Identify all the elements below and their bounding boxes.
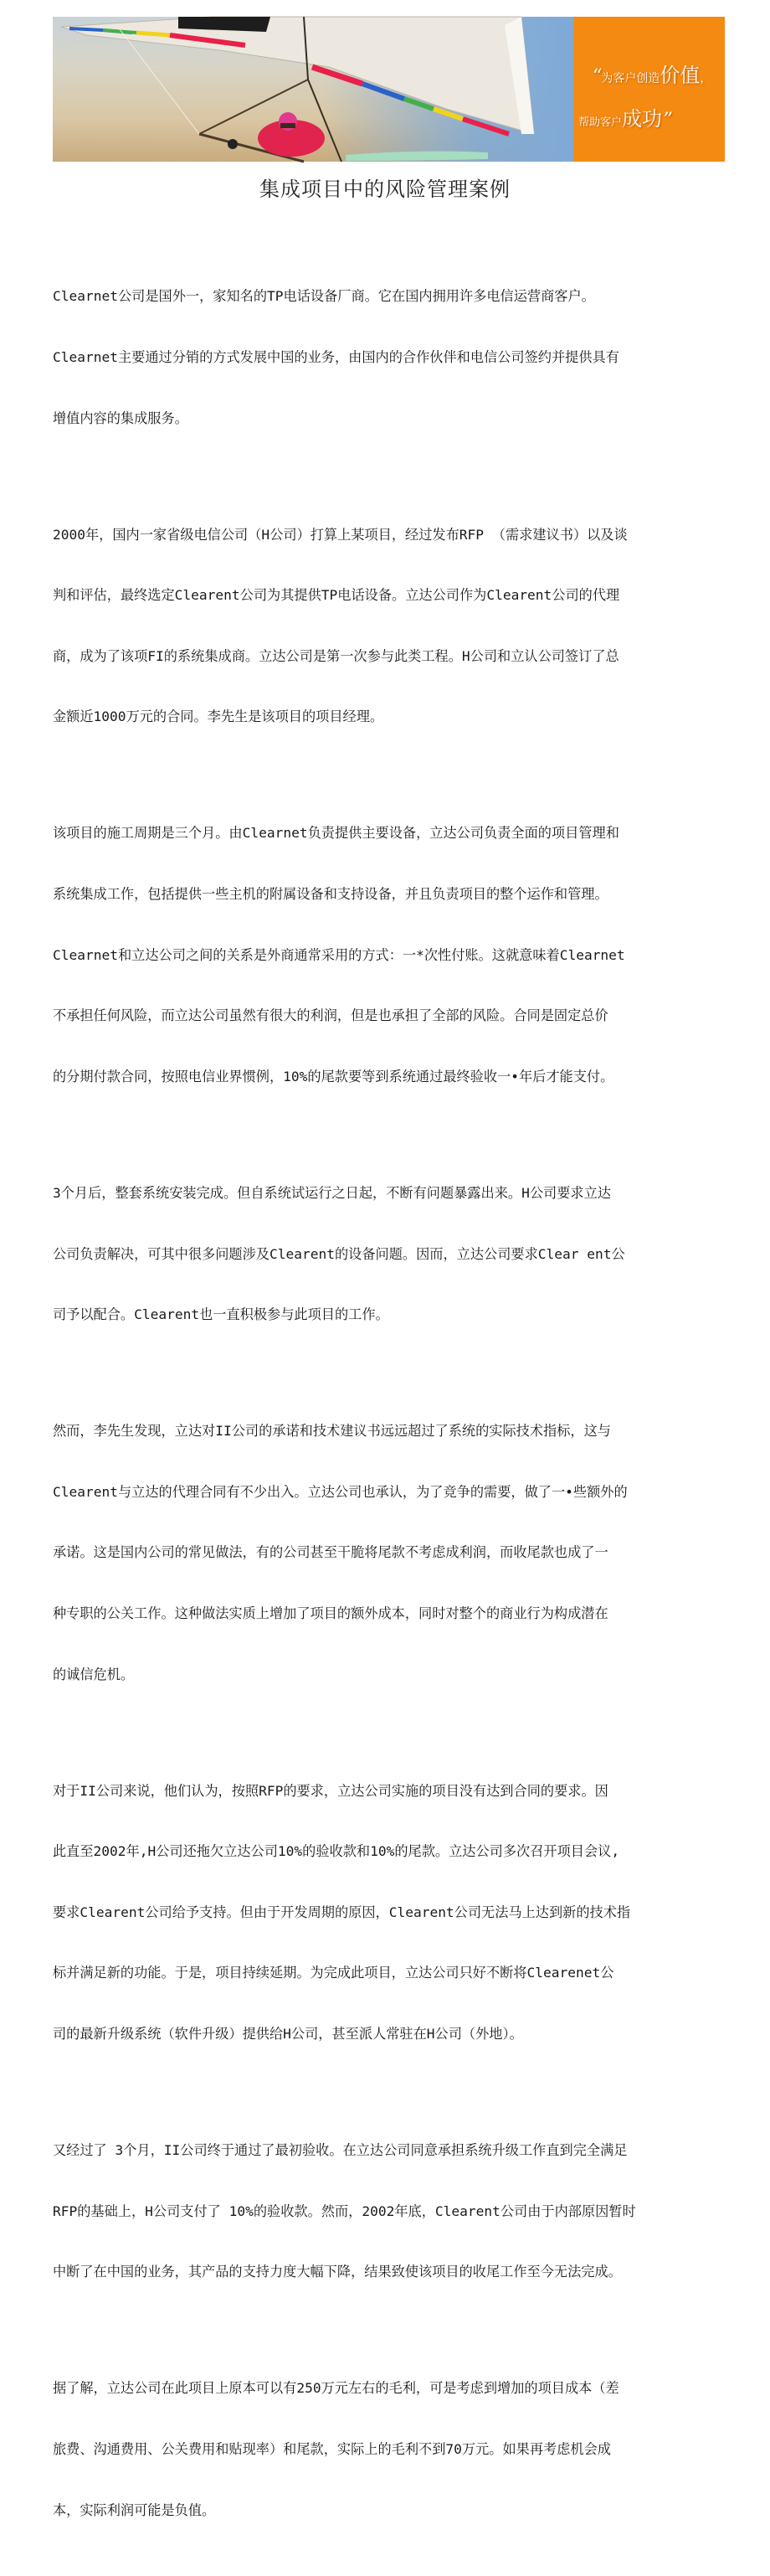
text-line: 的诚信危机。 [53,1666,135,1682]
text-line: 商，成为了该项FI的系统集成商。立达公司是第一次参与此类工程。H公司和立认公司签订了总 [53,647,619,664]
text-line: 据了解，立达公司在此项目上原本可以有250万元左右的毛利，可是考虑到增加的项目成本（差 [53,2380,619,2397]
slogan-line-1-prefix: 为客户创造 [601,72,660,85]
text-line: 司予以配合。Clearent也一直积极参与此项目的工作。 [53,1306,389,1323]
slogan-line-2 [578,102,671,131]
paragraph-5 [53,1381,714,1725]
close-quote: ” [662,110,672,131]
text-line: 种专职的公关工作。这种做法实质上增加了项目的额外成本，同时对整个的商业行为构成潜在 [53,1605,608,1621]
text-line: Clearnet主要通过分销的方式发展中国的业务，由国内的合作伙伴和电信公司签约并提供具有 [53,349,619,366]
text-line: 公司负责解决，可其中很多问题涉及Clearent的设备问题。因而，立达公司要求Clear ent公 [53,1245,625,1262]
text-line: Clearnet和立达公司之间的关系是外商通常采用的方式：一*次性付账。这就意味着Clearnet [53,946,625,963]
text-line: 的分期付款合同，按照电信业界惯例，10%的尾款要等到系统通过最终验收一•年后才能支付。 [53,1068,614,1084]
paragraph-2 [53,484,714,768]
open-quote: “ [592,66,602,87]
text-line: Clearent与立达的代理合同有不少出入。立达公司也承认，为了竞争的需要，做了一•些额外的 [53,1483,628,1500]
slogan-line-1-emphasis: 价值 [660,64,701,87]
text-line: 3个月后，整套系统安装完成。但自系统试运行之日起，不断有问题暴露出来。H公司要求立达 [53,1184,611,1201]
text-line: 不承担任何风险，而立达公司虽然有很大的利润，但是也承担了全部的风险。合同是固定总价 [53,1007,608,1024]
text-line: 司的最新升级系统（软件升级）提供给H公司，甚至派人常驻在H公司（外地）。 [53,2026,523,2043]
text-line: 该项目的施工周期是三个月。由Clearnet负责提供主要设备，立达公司负责全面的项目管理和 [53,825,619,842]
paragraph-3 [53,783,714,1127]
text-line: 中断了在中国的业务，其产品的支持力度大幅下降，结果致使该项目的收尾工作至今无法完成。 [53,2264,622,2280]
text-line: 然而，李先生发现，立达对II公司的承诺和技术建议书远远超过了系统的实际技术指标，这与 [53,1423,611,1440]
paragraph-8 [53,2338,714,2561]
text-line: 本，实际利润可能是负值。 [53,2501,216,2518]
text-line: Clearnet公司是国外一，家知名的TP电话设备厂商。它在国内拥用许多电信运营商客户。 [53,288,595,305]
text-line: 又经过了 3个月，II公司终于通过了最初验收。在立达公司同意承担系统升级工作直到完全满足 [53,2142,628,2159]
text-line: 承诺。这是国内公司的常见做法，有的公司甚至干脆将尾款不考虑成利润，而收尾款也成了一 [53,1544,608,1561]
header-banner [53,17,725,162]
text-line: 判和评估，最终选定Clearent公司为其提供TP电话设备。立达公司作为Clearent公司的代理 [53,587,620,604]
paragraph-1 [53,246,714,469]
text-line: 2000年，国内一家省级电信公司（H公司）打算上某项目，经过发布RFP （需求建议书）以及谈 [53,526,628,543]
paragraph-6 [53,1740,714,2084]
text-line: 标并满足新的功能。于是，项目持续延期。为完成此项目，立达公司只好不断将Clearenet公 [53,1965,614,1981]
text-line: 系统集成工作，包括提供一些主机的附属设备和支持设备，并且负责项目的整个运作和管理。 [53,886,608,903]
text-line: 金额近1000万元的合同。李先生是该项目的项目经理。 [53,708,384,725]
slogan-line-2-prefix: 帮助客户 [578,116,623,129]
hang-glider-photo [53,17,573,162]
text-line: RFP的基础上，H公司支付了 10%的验收款。然而，2002年底，Clearent公司由于内部原因暂时 [53,2202,636,2219]
document-body [53,246,714,2576]
text-line: 对于II公司来说，他们认为，按照RFP的要求，立达公司实施的项目没有达到合同的要求。因 [53,1782,608,1799]
slogan-panel [573,17,725,162]
paragraph-7 [53,2100,714,2323]
paragraph-4 [53,1143,714,1366]
text-line: 增值内容的集成服务。 [53,410,188,426]
text-line: 旅费、沟通费用、公关费用和贴现率）和尾款，实际上的毛利不到70万元。如果再考虑机会成 [53,2440,611,2457]
hang-glider-illustration [53,17,573,162]
text-line: 此直至2002年,H公司还拖欠立达公司10%的验收款和10%的尾款。立达公司多次召开项目会议, [53,1843,620,1860]
document-title: 集成项目中的风险管理案例 [259,178,511,201]
text-line: 要求Clearent公司给予支持。但由于开发周期的原因，Clearent公司无法马上达到新的技术指 [53,1904,631,1920]
slogan-line-1 [592,59,711,88]
slogan-line-1-suffix: ， [700,72,712,85]
slogan-line-2-emphasis: 成功 [622,107,663,131]
